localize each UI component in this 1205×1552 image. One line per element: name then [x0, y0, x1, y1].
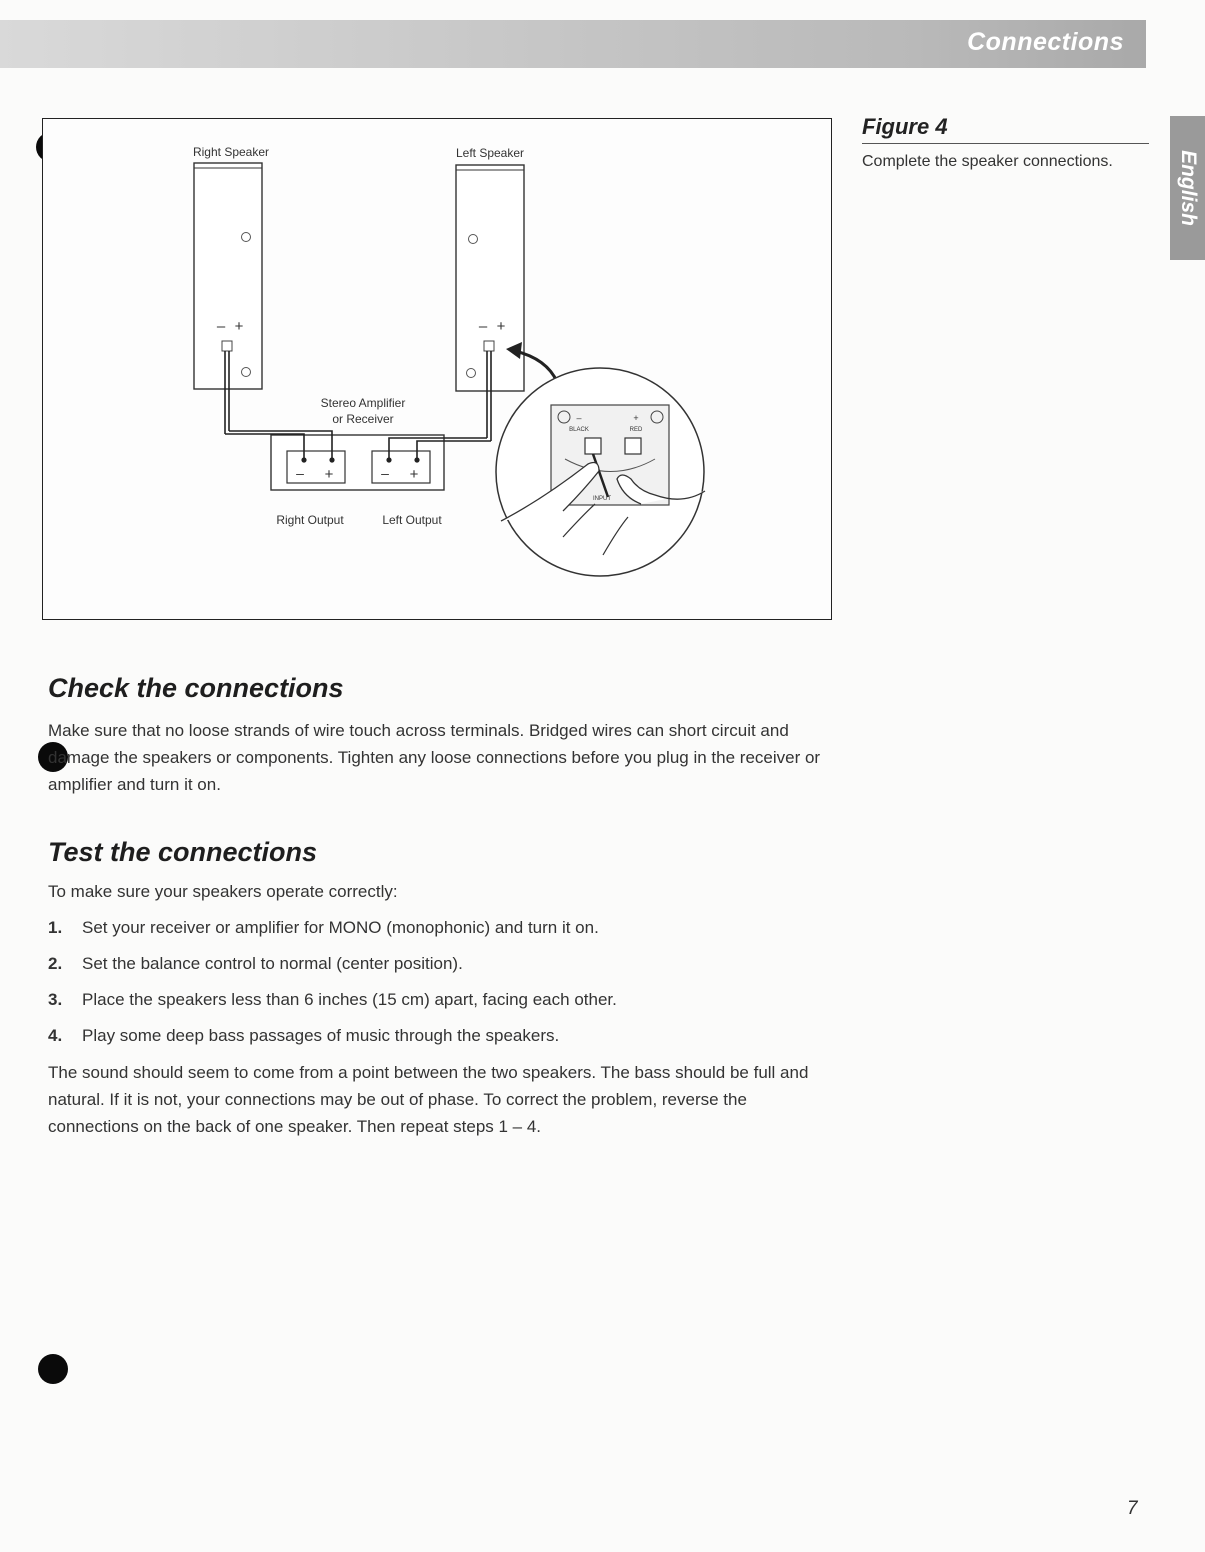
test-connections-intro: To make sure your speakers operate correctly: [48, 882, 398, 901]
left-speaker [456, 165, 524, 441]
terminal-minus-label: – [576, 413, 582, 423]
test-connections-outro: The sound should seem to come from a point between the two speakers. The bass should be full and natural. If it is not, your connections may be out of phase. To correct the problem, reverse the connections on the back of one speaker. Then repeat steps 1 – 4. [48, 1063, 809, 1136]
output-minus-label: – [296, 465, 304, 481]
list-item [48, 914, 838, 950]
language-tab [1170, 116, 1205, 260]
step-text: Play some deep bass passages of music through the speakers. [82, 1026, 560, 1045]
test-connections-heading: Test the connections [48, 837, 318, 867]
check-connections-body: Make sure that no loose strands of wire touch across terminals. Bridged wires can short circuit and damage the speakers or components. Tighten any loose connections before you plug in the receiver or amplifier and turn it on. [48, 721, 821, 794]
step-text: Set the balance control to normal (center position). [82, 954, 463, 973]
test-steps-list [48, 914, 838, 1058]
language-tab-label: English [1176, 150, 1200, 226]
header-band [0, 20, 1146, 68]
step-text: Set your receiver or amplifier for MONO (monophonic) and turn it on. [82, 918, 599, 937]
right-speaker-label: Right Speaker [192, 145, 270, 159]
list-item [48, 950, 838, 986]
list-item [48, 1022, 838, 1058]
step-number: 1. [48, 918, 63, 937]
output-minus-label: – [381, 465, 389, 481]
terminal-closeup-inset [496, 368, 705, 576]
figure-diagram [42, 118, 832, 620]
figure-caption [862, 114, 1149, 171]
speaker-plus-label: + [496, 318, 506, 335]
step-number: 2. [48, 954, 63, 973]
output-plus-label: + [409, 466, 419, 483]
amplifier-label-line2: or Receiver [332, 412, 394, 426]
input-label: INPUT [593, 496, 611, 502]
speaker-minus-label: – [478, 318, 488, 335]
black-terminal-label: BLACK [569, 427, 589, 433]
amplifier-label-line1: Stereo Amplifier [320, 396, 406, 410]
step-text: Place the speakers less than 6 inches (15 cm) apart, facing each other. [82, 990, 617, 1009]
terminal-plus-label: + [633, 413, 639, 423]
speaker-minus-label: – [216, 318, 226, 335]
binder-hole-mark [38, 1354, 68, 1384]
output-plus-label: + [324, 466, 334, 483]
speaker-plus-label: + [234, 318, 244, 335]
step-number: 3. [48, 990, 63, 1009]
speaker-connection-diagram [43, 119, 831, 619]
page-number: 7 [1127, 1498, 1138, 1519]
check-connections-heading: Check the connections [48, 673, 344, 703]
right-speaker [194, 163, 262, 434]
left-speaker-label: Left Speaker [455, 146, 525, 160]
list-item [48, 986, 838, 1022]
figure-caption-text: Complete the speaker connections. [862, 153, 1113, 170]
red-terminal-label: RED [629, 427, 643, 433]
figure-label: Figure 4 [862, 114, 1149, 144]
page-section-title: Connections [967, 28, 1124, 56]
step-number: 4. [48, 1026, 63, 1045]
left-output-label: Left Output [382, 513, 442, 527]
right-output-label: Right Output [276, 513, 344, 527]
